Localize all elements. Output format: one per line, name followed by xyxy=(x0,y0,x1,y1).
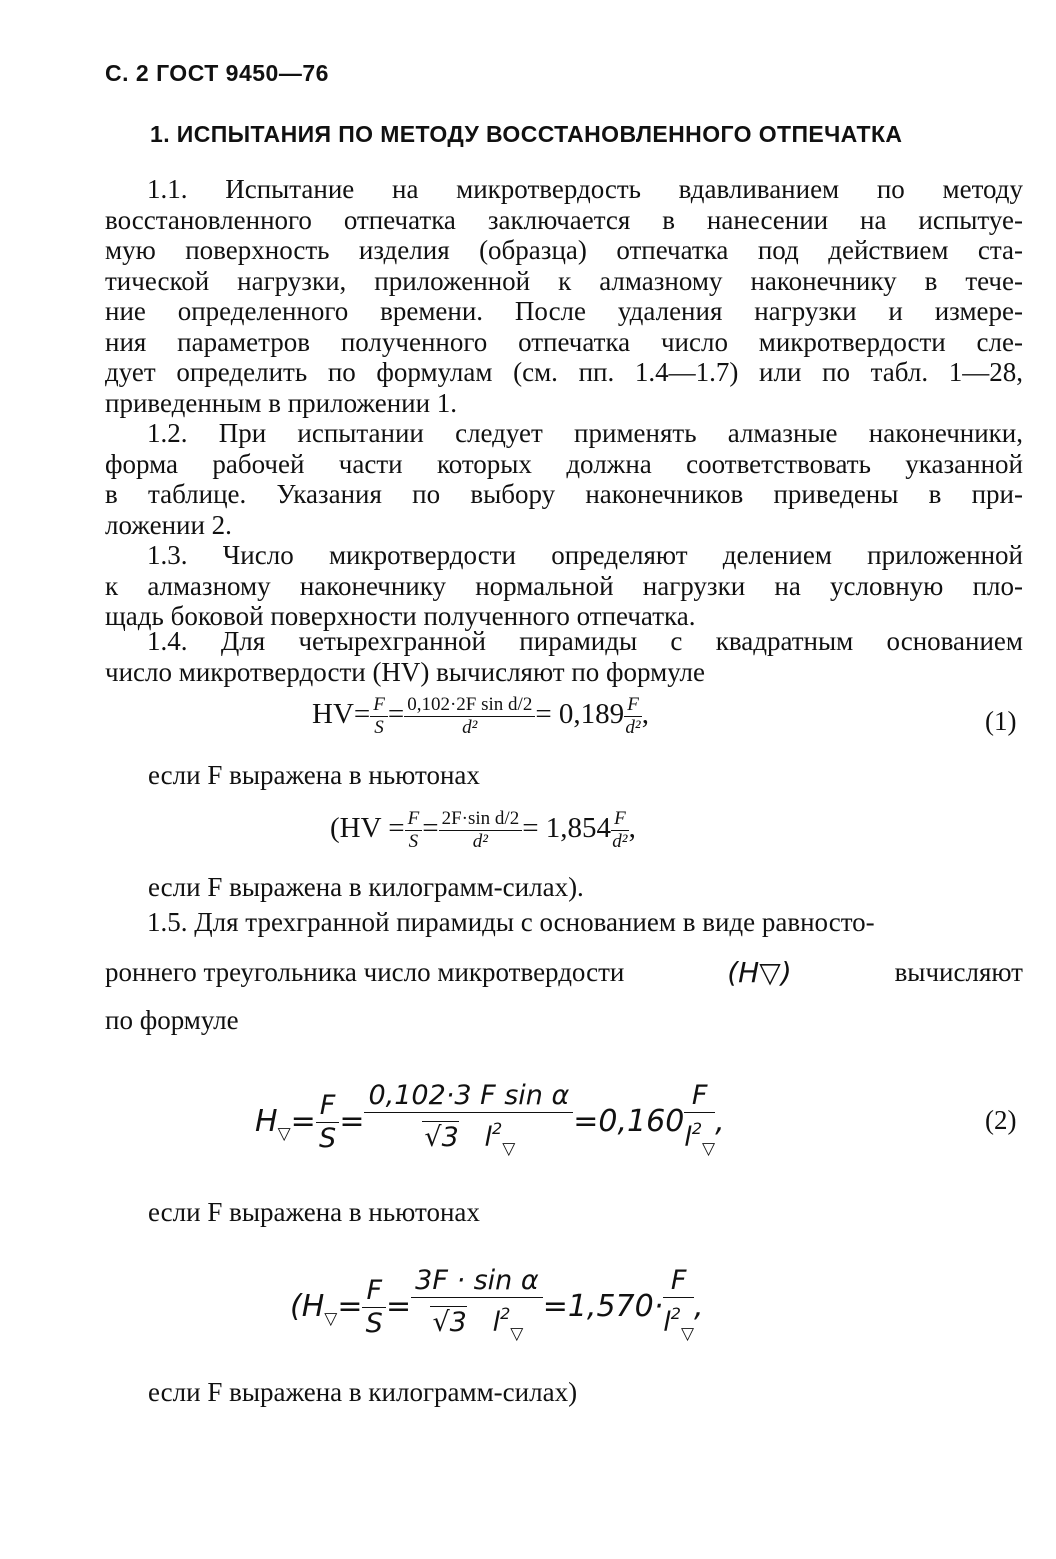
formula-1 xyxy=(312,694,649,739)
paragraph-1-5-line: по формуле xyxy=(105,1005,239,1035)
numerator: F xyxy=(316,1090,340,1123)
formula-text: = xyxy=(422,812,439,845)
denominator xyxy=(663,1298,694,1350)
text-line: ния параметров полученного отпечатка число микротвердости сле- xyxy=(105,326,1023,357)
fraction xyxy=(370,694,388,739)
page-header: С. 2 ГОСТ 9450—76 xyxy=(105,60,329,86)
numerator: 3F · sin α xyxy=(411,1265,543,1298)
formula-text: (HV = xyxy=(330,812,405,845)
text-line: щадь боковой поверхности полученного отпечатка. xyxy=(105,601,696,631)
text-line: 1.2. При испытании следует применять алмазные наконечники, xyxy=(147,418,1023,448)
equation-number: (1) xyxy=(985,706,1017,736)
triangle-subscript: ▽ xyxy=(324,1309,338,1329)
fraction xyxy=(405,808,423,853)
paragraph-1-4 xyxy=(105,626,1023,687)
denominator: S xyxy=(365,1308,383,1339)
fraction xyxy=(411,1265,543,1350)
denominator: S xyxy=(374,717,384,738)
text-line: восстановленного отпечатка заключается в нанесении на испытуе- xyxy=(105,204,1023,235)
denominator: S xyxy=(318,1123,337,1154)
formula-text: =1,570· xyxy=(542,1289,664,1324)
text-line: 1.1. Испытание на микротвердость вдавливанием по методу xyxy=(147,174,1023,204)
text-line: 1.4. Для четырехгранной пирамиды с квадратным основанием xyxy=(147,626,1023,656)
text-span: вычисляют xyxy=(894,957,1023,987)
formula-text: HV= xyxy=(312,698,371,731)
fraction xyxy=(364,1080,573,1165)
text-line: тической нагрузки, приложенной к алмазному наконечнику в тече- xyxy=(105,265,1023,296)
h-triangle-symbol: (H▽) xyxy=(727,956,792,989)
triangle-subscript: ▽ xyxy=(510,1324,524,1344)
paragraph-1-5-line xyxy=(105,956,1023,989)
numerator: 0,102·3 F sin α xyxy=(364,1080,573,1113)
formula-text: H xyxy=(255,1104,278,1139)
numerator: F xyxy=(370,694,388,717)
paragraph-1-5-line: 1.5. Для трехгранной пирамиды с основанием в виде равносто- xyxy=(147,907,875,937)
formula-text: = 0,189 xyxy=(535,698,625,731)
formula-text: , xyxy=(641,698,650,731)
text-line: в таблице. Указания по выбору наконечников приведены в при- xyxy=(105,479,1023,509)
text-line: мую поверхность изделия (образца) отпечатка под действием ста- xyxy=(105,235,1023,265)
paragraph-1-1 xyxy=(105,174,1023,418)
numerator: F xyxy=(663,1265,694,1298)
formula-text: (H xyxy=(290,1289,325,1324)
denominator xyxy=(684,1113,715,1165)
fraction xyxy=(439,808,523,853)
note-kgf: если F выражена в килограмм-силах) xyxy=(148,1377,578,1407)
l-symbol: l xyxy=(484,1122,493,1153)
text-line: к алмазному наконечнику нормальной нагрузки на условную пло- xyxy=(105,570,1023,601)
sqrt-three: √3 xyxy=(432,1307,467,1338)
superscript: 2 xyxy=(492,1119,503,1138)
equation-number: (2) xyxy=(985,1105,1017,1135)
formula-text: = xyxy=(290,1104,316,1139)
formula-text: = 1,854 xyxy=(522,812,612,845)
l-symbol: l xyxy=(492,1307,501,1338)
formula-text: =0,160 xyxy=(573,1104,685,1139)
fraction xyxy=(316,1090,340,1155)
formula-text: , xyxy=(628,812,636,845)
fraction xyxy=(684,1080,715,1165)
text-line: форма рабочей части которых должна соответствовать указанной xyxy=(105,448,1023,479)
triangle-subscript: ▽ xyxy=(680,1324,695,1344)
superscript: 2 xyxy=(691,1119,702,1138)
formula-2 xyxy=(255,1080,725,1165)
formula-text: = xyxy=(387,698,405,731)
denominator: d² xyxy=(462,717,478,738)
numerator: F xyxy=(684,1080,715,1113)
numerator: F xyxy=(611,808,629,831)
sqrt-three: √3 xyxy=(424,1122,459,1153)
l-symbol: l xyxy=(684,1122,692,1153)
fraction xyxy=(362,1275,386,1340)
text-line: ложении 2. xyxy=(105,509,232,540)
section-title: 1. ИСПЫТАНИЯ ПО МЕТОДУ ВОССТАНОВЛЕННОГО ОТПЕЧАТКА xyxy=(150,121,903,147)
numerator: F xyxy=(624,694,642,717)
denominator xyxy=(411,1298,543,1350)
formula-1b xyxy=(330,808,636,853)
note-newtons: если F выражена в ньютонах xyxy=(148,760,480,790)
numerator: 0,102·2F sin d/2 xyxy=(404,694,535,717)
formula-text: = xyxy=(337,1289,363,1324)
fraction xyxy=(404,694,535,739)
superscript: 2 xyxy=(500,1304,511,1323)
triangle-subscript: ▽ xyxy=(277,1124,291,1144)
formula-text: , xyxy=(715,1104,725,1139)
denominator xyxy=(364,1113,573,1165)
formula-text: , xyxy=(694,1289,704,1324)
text-line: приведенным в приложении 1. xyxy=(105,387,458,418)
fraction xyxy=(663,1265,694,1350)
note-kgf: если F выражена в килограмм-силах). xyxy=(148,872,584,902)
numerator: 2F·sin d/2 xyxy=(439,808,523,831)
paragraph-1-2 xyxy=(105,418,1023,540)
note-newtons: если F выражена в ньютонах xyxy=(148,1197,480,1227)
l-symbol: l xyxy=(663,1307,671,1338)
text-line: ние определенного времени. После удаления нагрузки и измере- xyxy=(105,296,1023,326)
denominator: d² xyxy=(625,717,641,738)
paragraph-1-3 xyxy=(105,540,1023,632)
triangle-subscript: ▽ xyxy=(502,1139,516,1159)
denominator: d² xyxy=(612,831,628,852)
text-line: дует определить по формулам (см. пп. 1.4—1.7) или по табл. 1—28, xyxy=(105,357,1023,387)
superscript: 2 xyxy=(670,1304,681,1323)
text-line: 1.3. Число микротвердости определяют делением приложенной xyxy=(147,540,1023,570)
triangle-subscript: ▽ xyxy=(702,1139,716,1159)
formula-2b xyxy=(290,1265,704,1350)
fraction xyxy=(611,808,629,853)
denominator: d² xyxy=(472,831,488,852)
formula-text: = xyxy=(339,1104,365,1139)
text-line: число микротвердости (HV) вычисляют по формуле xyxy=(105,656,705,687)
numerator: F xyxy=(362,1275,386,1308)
denominator: S xyxy=(408,831,419,852)
formula-text: = xyxy=(386,1289,412,1324)
fraction xyxy=(624,694,642,739)
text-span: роннего треугольника число микротвердости xyxy=(105,957,625,987)
numerator: F xyxy=(405,808,423,831)
